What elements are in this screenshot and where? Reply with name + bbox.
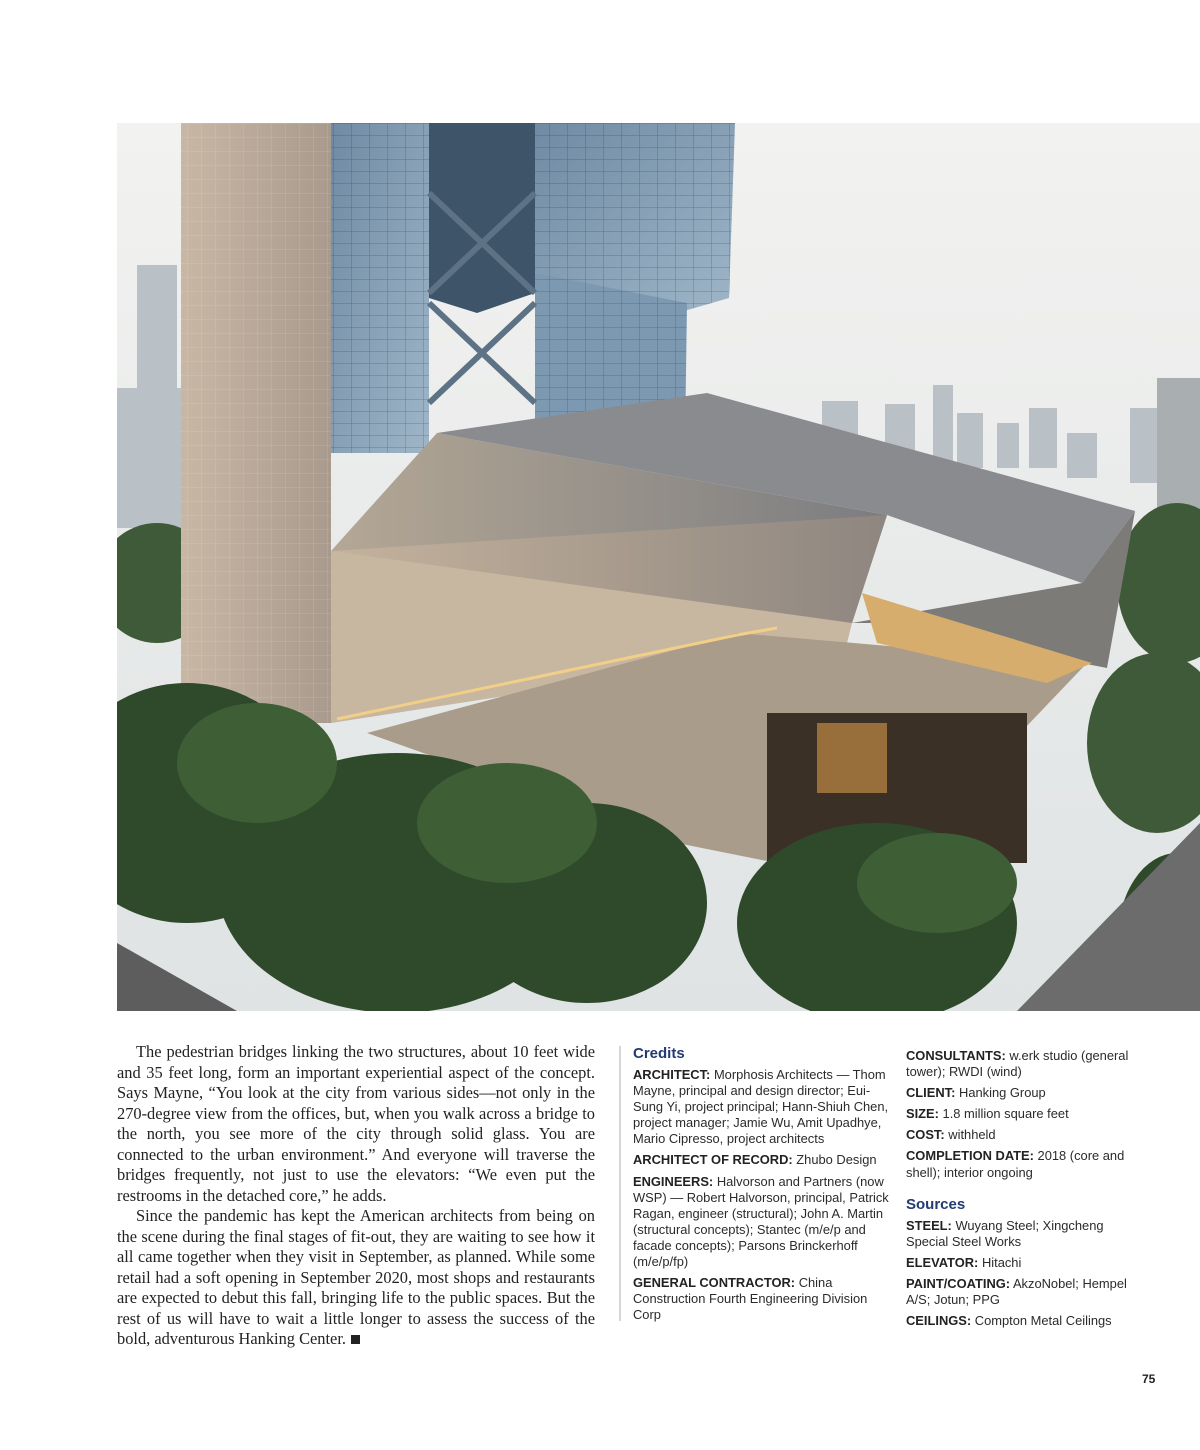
credit-value: w.erk studio (general tower); RWDI (wind) <box>906 1048 1129 1080</box>
column-divider <box>619 1046 621 1321</box>
source-label: CEILINGS: <box>906 1313 972 1329</box>
credit-entry <box>906 1106 1136 1122</box>
body-paragraph-text: Since the pandemic has kept the American architects from being on the scene during the final stages of fit-out, they are waiting to see how it all came together when they visit in September, as planned. While some retail had a soft opening in September 2020, most shops and restaurants are expected to debut this fall, bringing life to the public spaces. But the rest of us will have to wait a little longer to assess the success of the bold, adventurous Hanking Center. <box>117 1206 595 1348</box>
credit-label: GENERAL CONTRACTOR: <box>633 1275 796 1291</box>
source-entry <box>906 1276 1136 1308</box>
credit-value: Hanking Group <box>959 1085 1046 1101</box>
credit-value: Morphosis Architects — Thom Mayne, principal and design director; Eui-Sung Yi, project principal; Hann-Shiuh Chen, project manager; Jamie Wu, Amit Upadhye, Mario Cipresso, project architects <box>633 1067 889 1147</box>
architecture-photo <box>117 123 1200 1011</box>
credit-entry <box>906 1048 1136 1080</box>
credit-label: COMPLETION DATE: <box>906 1148 1034 1164</box>
credit-entry <box>906 1127 1136 1143</box>
body-paragraph: The pedestrian bridges linking the two structures, about 10 feet wide and 35 feet long, form an important experiential aspect of the concept. Says Mayne, “You look at the city from various sides—not only in the 270-degree view from the offices, but, when you walk across a bridge to the north, you see more of the city through solid glass. You are connected to the urban environment.” And everyone will traverse the bridges frequently, not just to use the elevators: “We even put the restrooms in the detached core,” he adds. <box>117 1042 595 1205</box>
source-value: Hitachi <box>981 1254 1022 1270</box>
credit-label: CONSULTANTS: <box>906 1048 1006 1063</box>
credit-label: COST: <box>906 1127 945 1143</box>
source-label: PAINT/COATING: <box>906 1275 1011 1291</box>
source-value: AkzoNobel; Hempel A/S; Jotun; PPG <box>906 1275 1127 1308</box>
credits-column-1 <box>633 1045 889 1328</box>
credit-label: SIZE: <box>906 1106 939 1122</box>
source-value: Compton Metal Ceilings <box>974 1313 1112 1329</box>
credit-label: ENGINEERS: <box>633 1173 714 1189</box>
credit-entry <box>906 1085 1136 1101</box>
source-entry <box>906 1255 1136 1271</box>
end-mark-icon <box>351 1335 360 1344</box>
source-value: Wuyang Steel; Xingcheng Special Steel Works <box>906 1217 1104 1249</box>
source-label: STEEL: <box>906 1217 952 1233</box>
credit-label: ARCHITECT OF RECORD: <box>633 1152 793 1168</box>
credit-value: Halvorson and Partners (now WSP) — Robert Halvorson, principal, Patrick Ragan, engineer (structural); John A. Martin (structural concepts); Stantec (m/e/p and facade concepts); Parsons Brinckerhoff (m/e/p/fp) <box>633 1173 889 1270</box>
sources-heading: Sources <box>906 1195 966 1213</box>
source-label: ELEVATOR: <box>906 1254 979 1270</box>
credit-entry <box>633 1152 889 1168</box>
credits-heading: Credits <box>633 1045 685 1062</box>
credit-entry <box>633 1174 889 1271</box>
body-paragraph <box>117 1206 595 1350</box>
source-entry <box>906 1313 1136 1329</box>
credits-column-2 <box>906 1048 1136 1334</box>
credit-entry <box>633 1067 889 1147</box>
credit-label: CLIENT: <box>906 1085 956 1101</box>
credit-value: withheld <box>948 1127 996 1143</box>
article-body <box>117 1042 595 1350</box>
credit-label: ARCHITECT: <box>633 1067 711 1082</box>
page-number: 75 <box>1142 1372 1156 1386</box>
credit-value: China Construction Fourth Engineering Division Corp <box>633 1275 868 1323</box>
source-entry <box>906 1218 1136 1250</box>
credit-value: Zhubo Design <box>796 1152 877 1168</box>
credit-entry <box>633 1275 889 1323</box>
credit-entry <box>906 1148 1136 1180</box>
credit-value: 2018 (core and shell); interior ongoing <box>906 1148 1125 1180</box>
credit-value: 1.8 million square feet <box>942 1106 1069 1122</box>
